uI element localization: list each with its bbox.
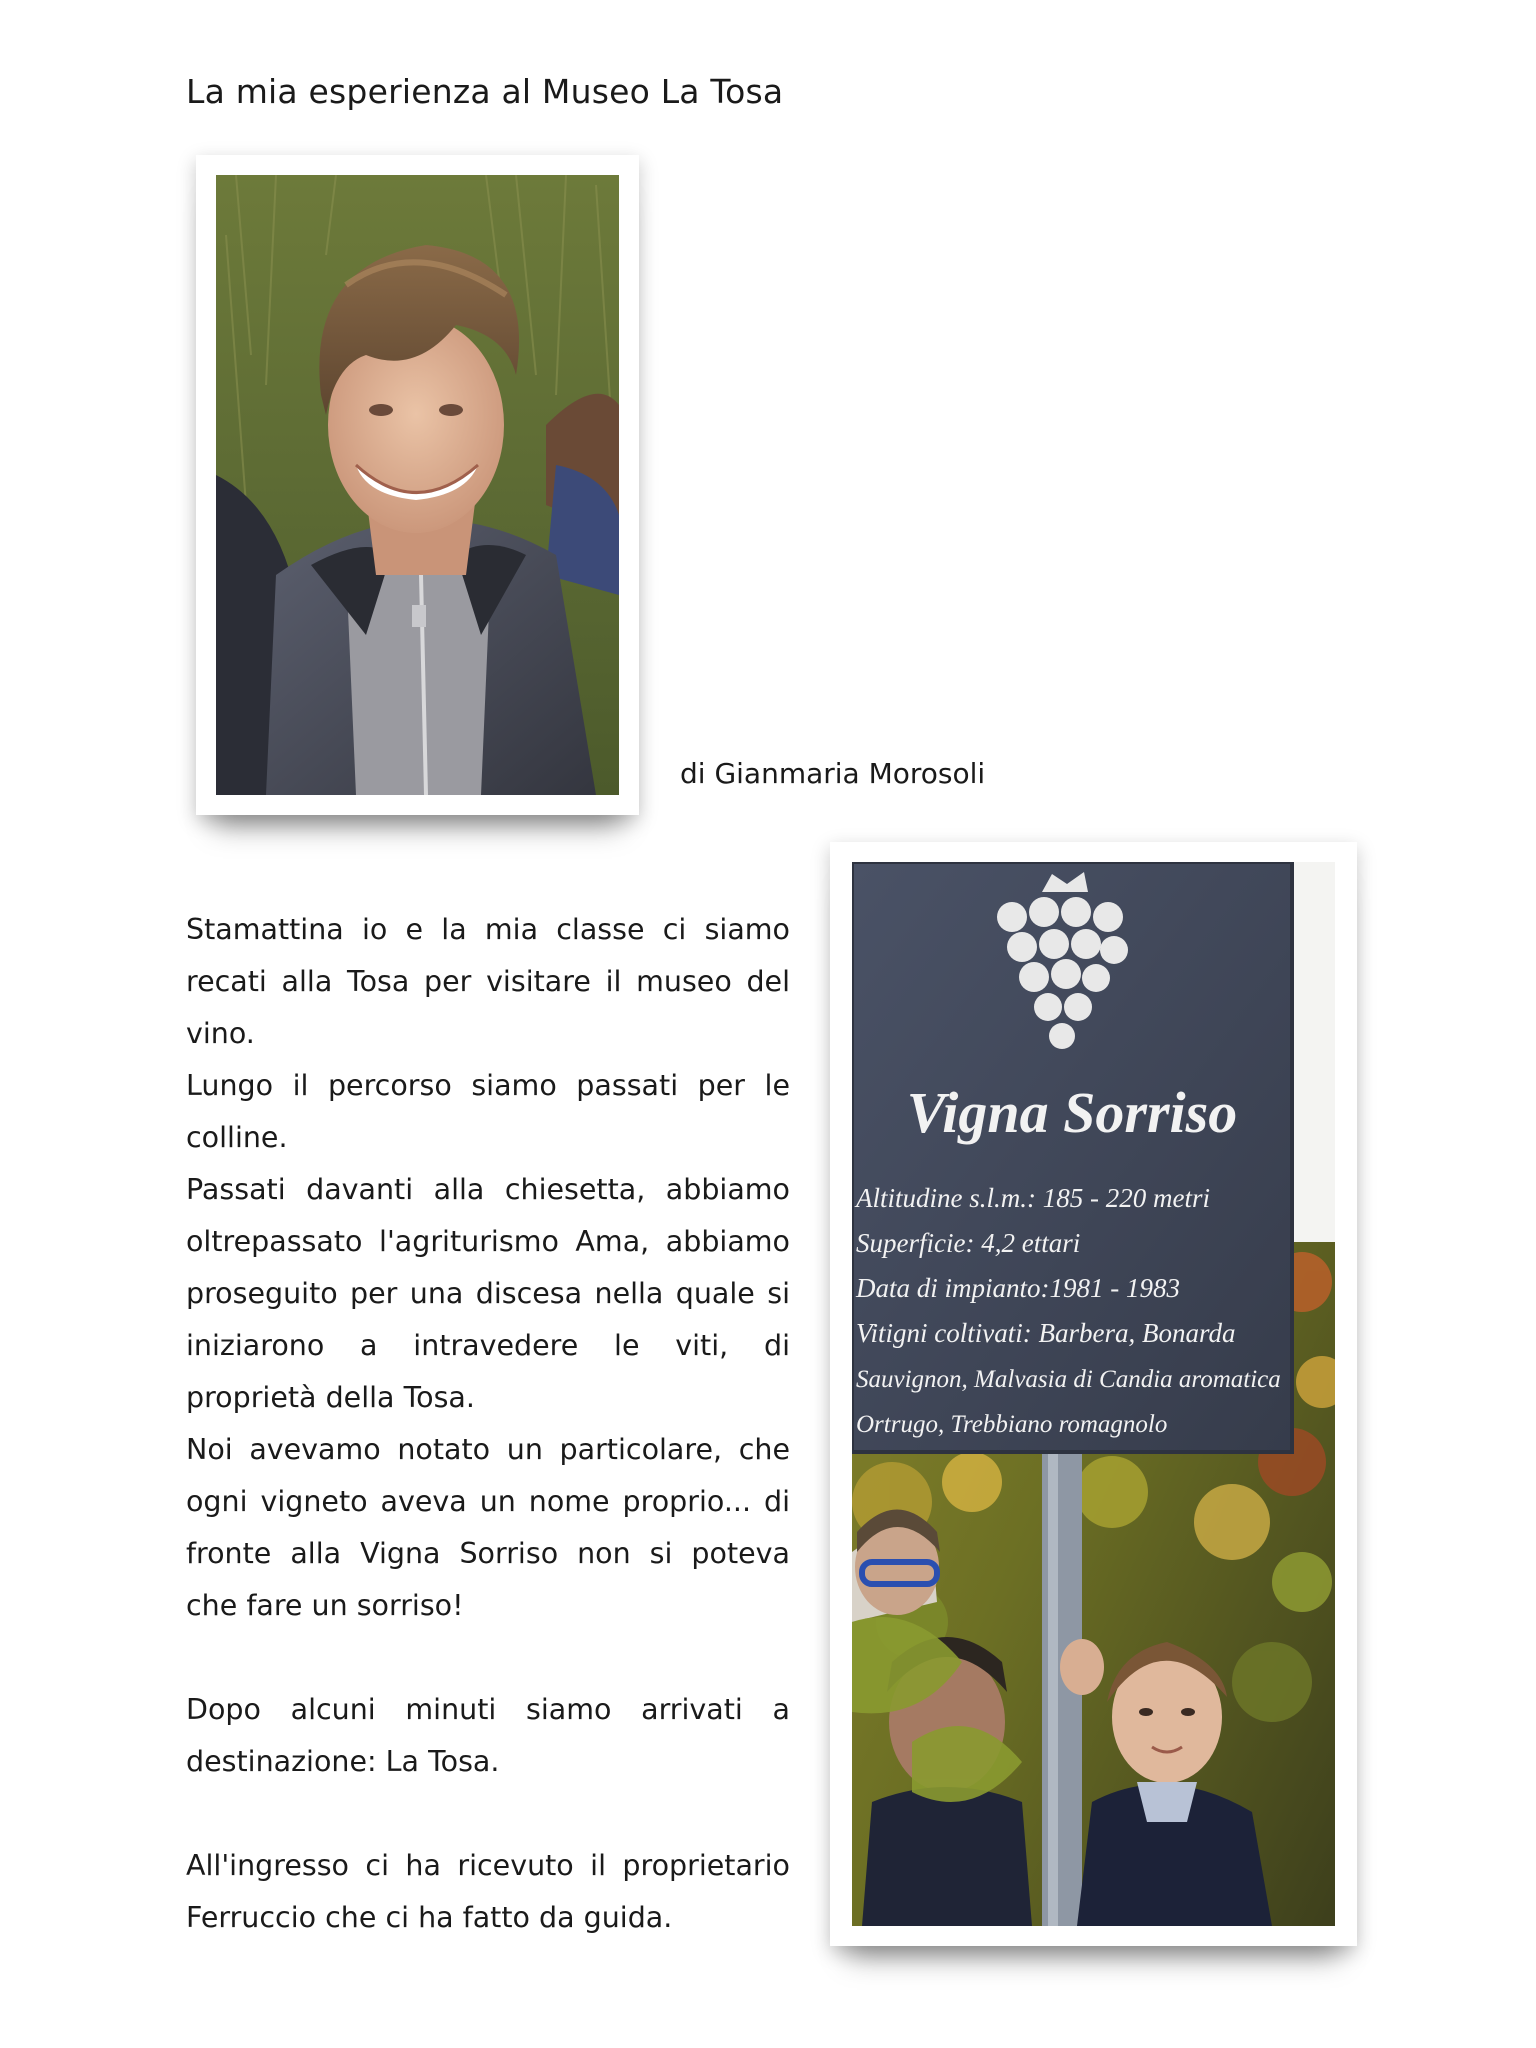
- vigna-sign-image: [852, 862, 1335, 1926]
- portrait-image: [216, 175, 619, 795]
- portrait-photo: [196, 155, 639, 815]
- sign-line: Vitigni coltivati: Barbera, Bonarda: [856, 1318, 1236, 1348]
- paragraph: Stamattina io e la mia classe ci siamo recati alla Tosa per visitare il museo del vino.: [186, 913, 790, 1050]
- paragraph: Passati davanti alla chiesetta, abbiamo oltrepassato l'agriturismo Ama, abbiamo proseguito per una discesa nella quale si iniziarono a intravedere le viti, di proprietà della Tosa.: [186, 1173, 790, 1414]
- sign-title: Vigna Sorriso: [906, 1080, 1238, 1145]
- paragraph: Dopo alcuni minuti siamo arrivati a destinazione: La Tosa.: [186, 1693, 790, 1778]
- paragraph: Noi avevamo notato un particolare, che ogni vigneto aveva un nome proprio... di fronte alla Vigna Sorriso non si poteva che fare un sorriso!: [186, 1433, 790, 1622]
- article-body: [186, 904, 790, 1944]
- sign-line: Data di impianto:1981 - 1983: [856, 1273, 1180, 1303]
- sign-line: Altitudine s.l.m.: 185 - 220 metri: [856, 1183, 1210, 1213]
- page-title: La mia esperienza al Museo La Tosa: [186, 72, 784, 111]
- sign-line: Superficie: 4,2 ettari: [856, 1228, 1081, 1258]
- author-byline: di Gianmaria Morosoli: [680, 757, 986, 790]
- vigna-sorriso-photo: [830, 842, 1357, 1946]
- paragraph: Lungo il percorso siamo passati per le colline.: [186, 1069, 790, 1154]
- paragraph: All'ingresso ci ha ricevuto il proprietario Ferruccio che ci ha fatto da guida.: [186, 1849, 790, 1934]
- sign-line: Sauvignon, Malvasia di Candia aromatica: [856, 1366, 1281, 1393]
- sign-line: Ortrugo, Trebbiano romagnolo: [856, 1411, 1168, 1438]
